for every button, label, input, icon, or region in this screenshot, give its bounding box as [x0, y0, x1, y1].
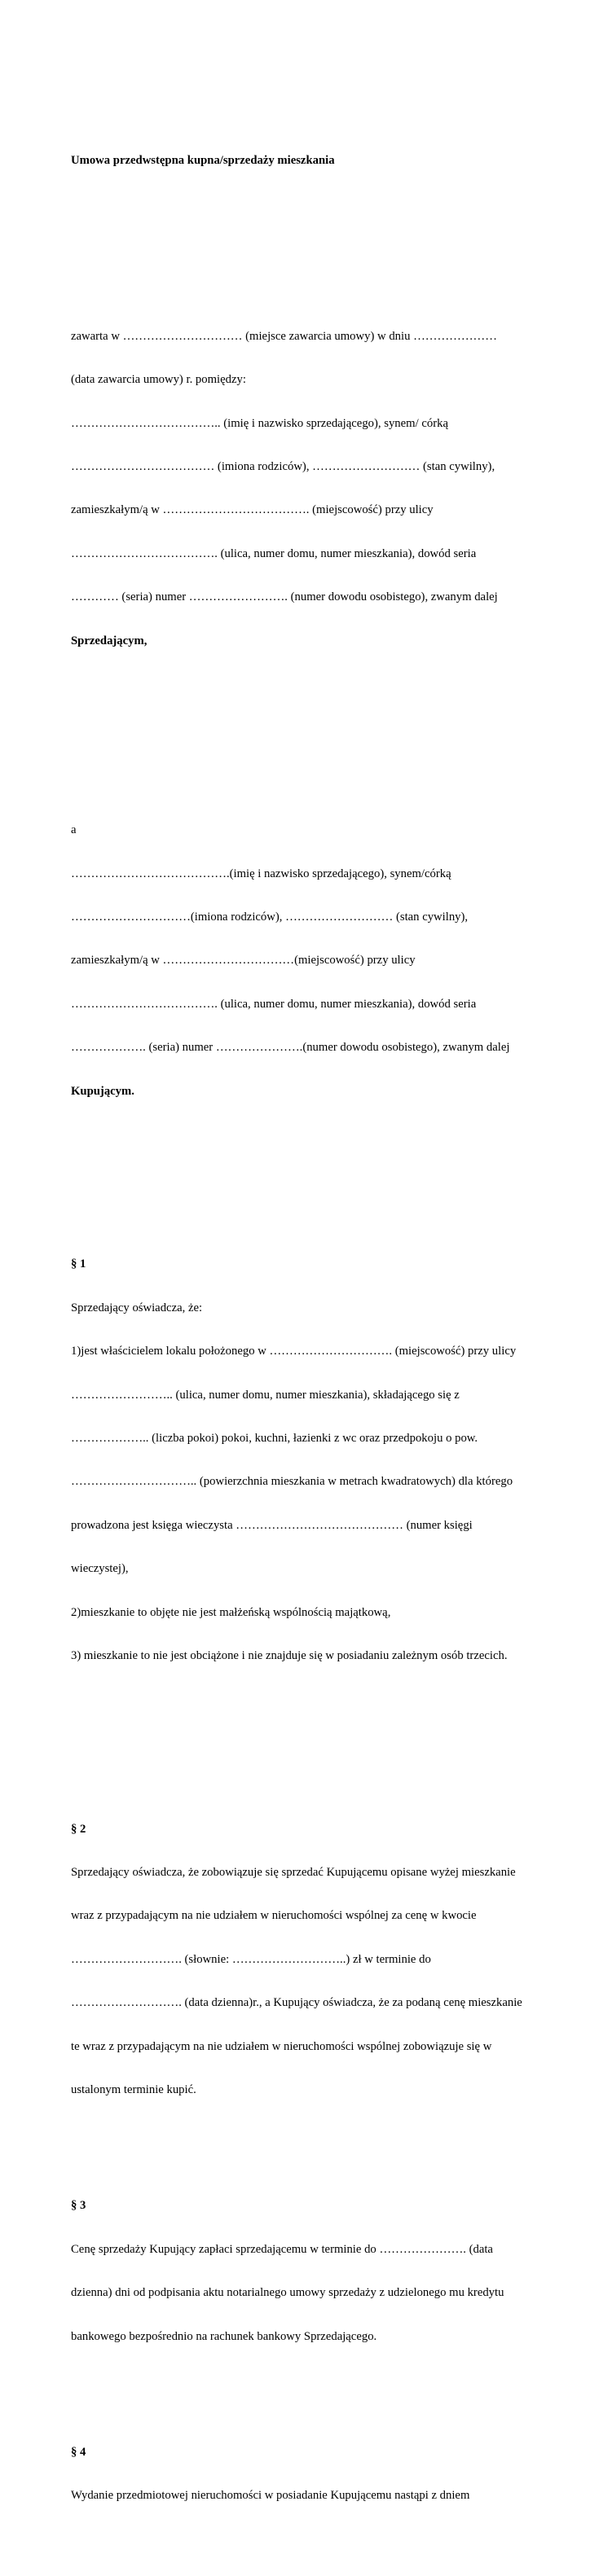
- section-line: wraz z przypadającym na nie udziałem w nieruchomości wspólnej za cenę w kwocie: [71, 1909, 477, 1923]
- section-line: dzienna) dni od podpisania aktu notarialnego umowy sprzedaży z udzielonego mu kredytu: [71, 2286, 504, 2300]
- section-line: Wydanie przedmiotowej nieruchomości w posiadanie Kupującemu nastąpi z dniem: [71, 2489, 470, 2503]
- intro-line: ……………………………….. (imię i nazwisko sprzedającego), synem/ córką: [71, 416, 448, 430]
- section-line: ………………………….. (powierzchnia mieszkania w metrach kwadratowych) dla którego: [71, 1475, 513, 1489]
- section-line: prowadzona jest księga wieczysta …………………………………… (numer księgi: [71, 1518, 473, 1532]
- section-line: Cenę sprzedaży Kupujący zapłaci sprzedającemu w terminie do …………………. (data: [71, 2242, 493, 2256]
- section-3: [71, 2170, 527, 2373]
- document-body: [71, 111, 527, 2576]
- buyer-line: ………………………………….(imię i nazwisko sprzedającego), synem/córką: [71, 867, 451, 880]
- section-heading: § 4: [71, 2445, 86, 2459]
- intro-line: (data zawarcia umowy) r. pomiędzy:: [71, 373, 246, 387]
- intro-paragraph: [71, 301, 527, 678]
- section-line: wieczystej),: [71, 1562, 129, 1576]
- section-line: ………………………. (data dzienna)r., a Kupujący oświadcza, że za podaną cenę mieszkanie: [71, 1996, 522, 2010]
- section-line: 1)jest właścicielem lokalu położonego w …………………………. (miejscowość) przy ulicy: [71, 1345, 517, 1358]
- section-1: [71, 1229, 527, 1693]
- buyer-line: ………………………………. (ulica, numer domu, numer mieszkania), dowód seria: [71, 997, 477, 1011]
- and-word: a: [71, 823, 77, 837]
- section-line: te wraz z przypadającym na nie udziałem w nieruchomości wspólnej zobowiązuje się w: [71, 2039, 492, 2053]
- section-heading: § 1: [71, 1257, 86, 1271]
- buyer-line: …………………………(imiona rodziców), ……………………… (stan cywilny),: [71, 911, 469, 924]
- section-line: …………………….. (ulica, numer domu, numer mieszkania), składającego się z: [71, 1388, 460, 1402]
- buyer-line: ………………. (seria) numer ………………….(numer dowodu osobistego), zwanym dalej: [71, 1041, 510, 1055]
- intro-line: zamieszkałym/ą w ………………………………. (miejscowość) przy ulicy: [71, 503, 434, 517]
- section-line: Sprzedający oświadcza, że:: [71, 1301, 203, 1314]
- intro-line: zawarta w ………………………… (miejsce zawarcia umowy) w dniu …………………: [71, 329, 497, 343]
- section-line: ………………………. (słownie: ………………………..) zł w terminie do: [71, 1952, 431, 1966]
- section-heading: § 3: [71, 2199, 86, 2213]
- section-line: bankowego bezpośrednio na rachunek bankowy Sprzedającego.: [71, 2329, 377, 2343]
- section-line: 2)mieszkanie to objęte nie jest małżeńską wspólnością majątkową,: [71, 1605, 391, 1619]
- intro-line: ………… (seria) numer ……………………. (numer dowodu osobistego), zwanym dalej: [71, 590, 498, 604]
- intro-line: ………………………………. (ulica, numer domu, numer mieszkania), dowód seria: [71, 546, 477, 560]
- section-line: Sprzedający oświadcza, że zobowiązuje się sprzedać Kupującemu opisane wyżej mieszkanie: [71, 1866, 516, 1880]
- section-2: [71, 1793, 527, 2126]
- buyer-paragraph: [71, 795, 527, 1128]
- seller-label: Sprzedającym,: [71, 634, 148, 647]
- section-line: 3) mieszkanie to nie jest obciążone i nie znajduje się w posiadaniu zależnym osób trzecich.: [71, 1648, 508, 1662]
- section-line: ……………….. (liczba pokoi) pokoi, kuchni, łazienki z wc oraz przedpokoju o pow.: [71, 1431, 478, 1445]
- buyer-line: zamieszkałym/ą w ……………………………(miejscowość) przy ulicy: [71, 954, 416, 968]
- document-title: Umowa przedwstępna kupna/sprzedaży mieszkania: [71, 154, 335, 168]
- buyer-label: Kupującym.: [71, 1084, 134, 1098]
- section-heading: § 2: [71, 1822, 86, 1836]
- intro-line: ……………………………… (imiona rodziców), ……………………… (stan cywilny),: [71, 459, 495, 473]
- section-line: ustalonym terminie kupić.: [71, 2083, 196, 2096]
- section-4: [71, 2416, 527, 2532]
